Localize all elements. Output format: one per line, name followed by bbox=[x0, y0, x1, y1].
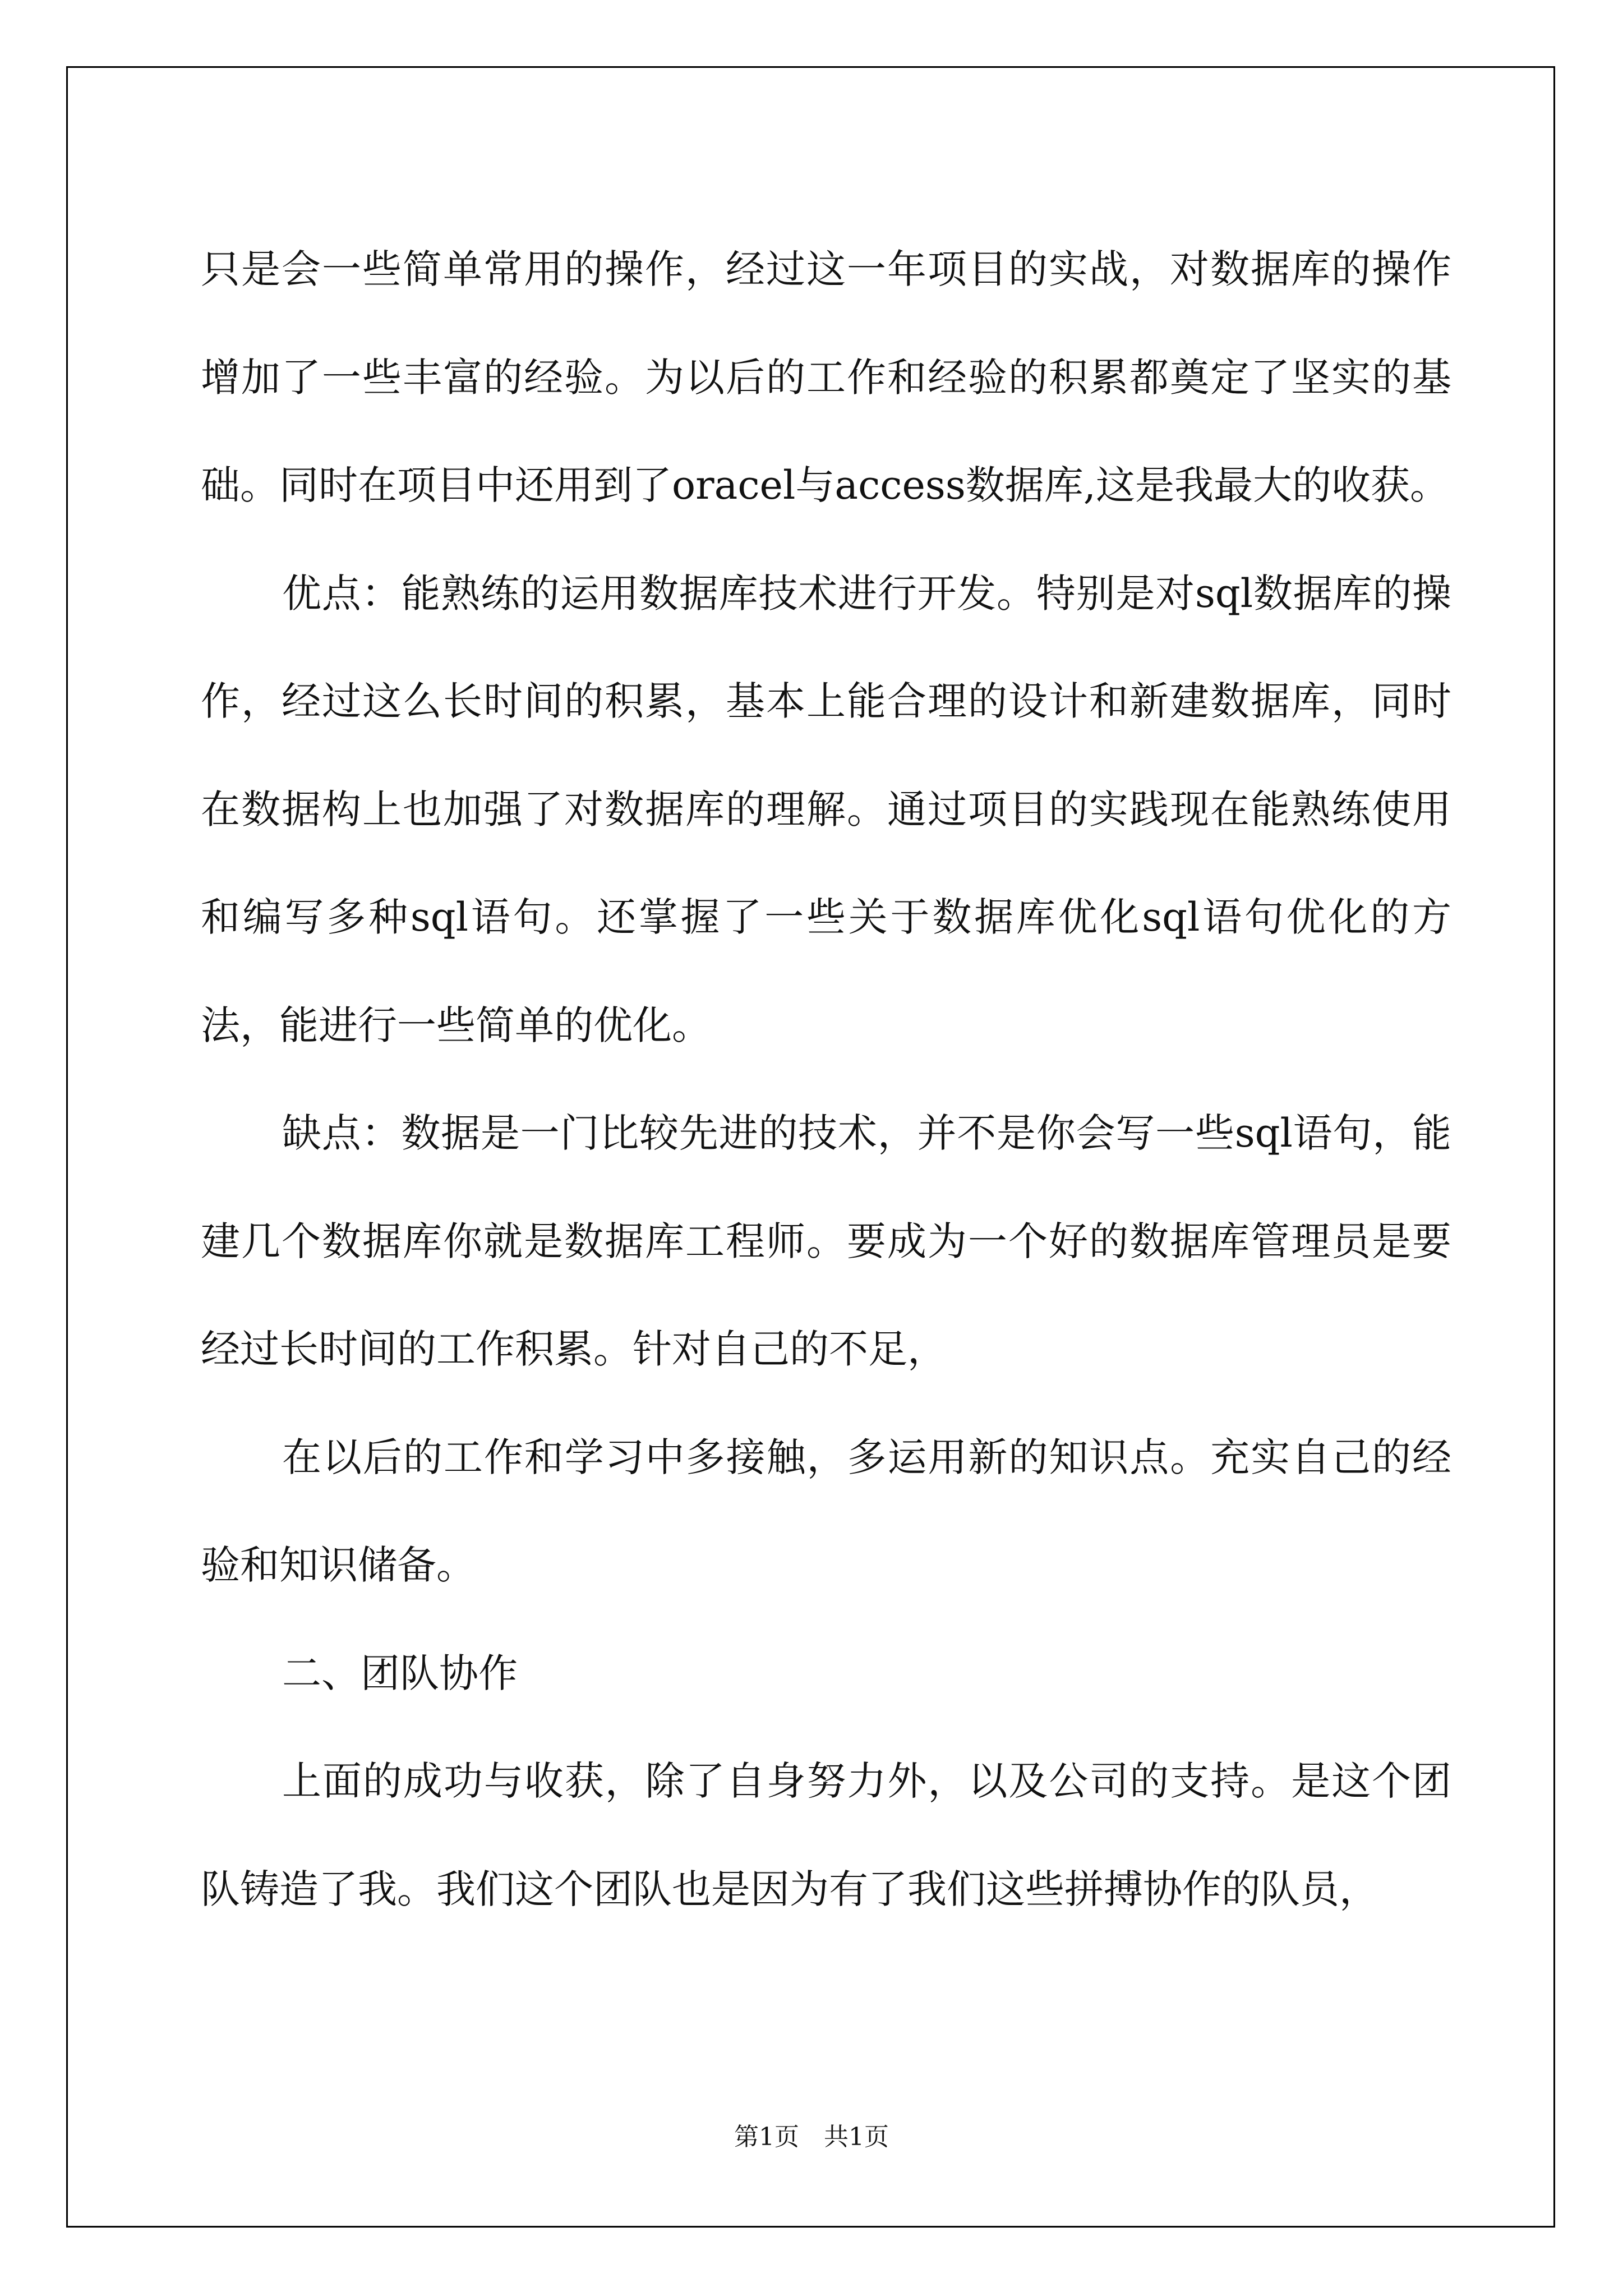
paragraph-2: 优点：能熟练的运用数据库技术进行开发。特别是对sql数据库的操作，经过这么长时间的积累，基本上能合理的设计和新建数据库，同时在数据构上也加强了对数据库的理解。通过项目的实践现在能熟练使用和编写多种sql语句。还掌握了一些关于数据库优化sql语句优化的方法，能进行一些简单的优化。 bbox=[201, 570, 1451, 1048]
document-body bbox=[201, 215, 1451, 1943]
paragraph-5: 上面的成功与收获，除了自身努力外，以及公司的支持。是这个团队铸造了我。我们这个团队也是因为有了我们这些拼搏协作的队员， bbox=[201, 1758, 1451, 1912]
paragraph-1: 只是会一些简单常用的操作，经过这一年项目的实战，对数据库的操作增加了一些丰富的经验。为以后的工作和经验的积累都奠定了坚实的基础。同时在项目中还用到了oracel与access数据库,这是我最大的收获。 bbox=[201, 246, 1451, 508]
page-number: 第1页 bbox=[734, 2123, 799, 2151]
section-heading: 二、团队协作 bbox=[282, 1650, 518, 1696]
paragraph-4: 在以后的工作和学习中多接触，多运用新的知识点。充实自己的经验和知识储备。 bbox=[201, 1434, 1451, 1588]
page-footer bbox=[0, 2122, 1623, 2153]
page-total: 共1页 bbox=[824, 2123, 889, 2151]
paragraph-3: 缺点：数据是一门比较先进的技术，并不是你会写一些sql语句，能建几个数据库你就是数据库工程师。要成为一个好的数据库管理员是要经过长时间的工作积累。针对自己的不足， bbox=[201, 1110, 1451, 1372]
